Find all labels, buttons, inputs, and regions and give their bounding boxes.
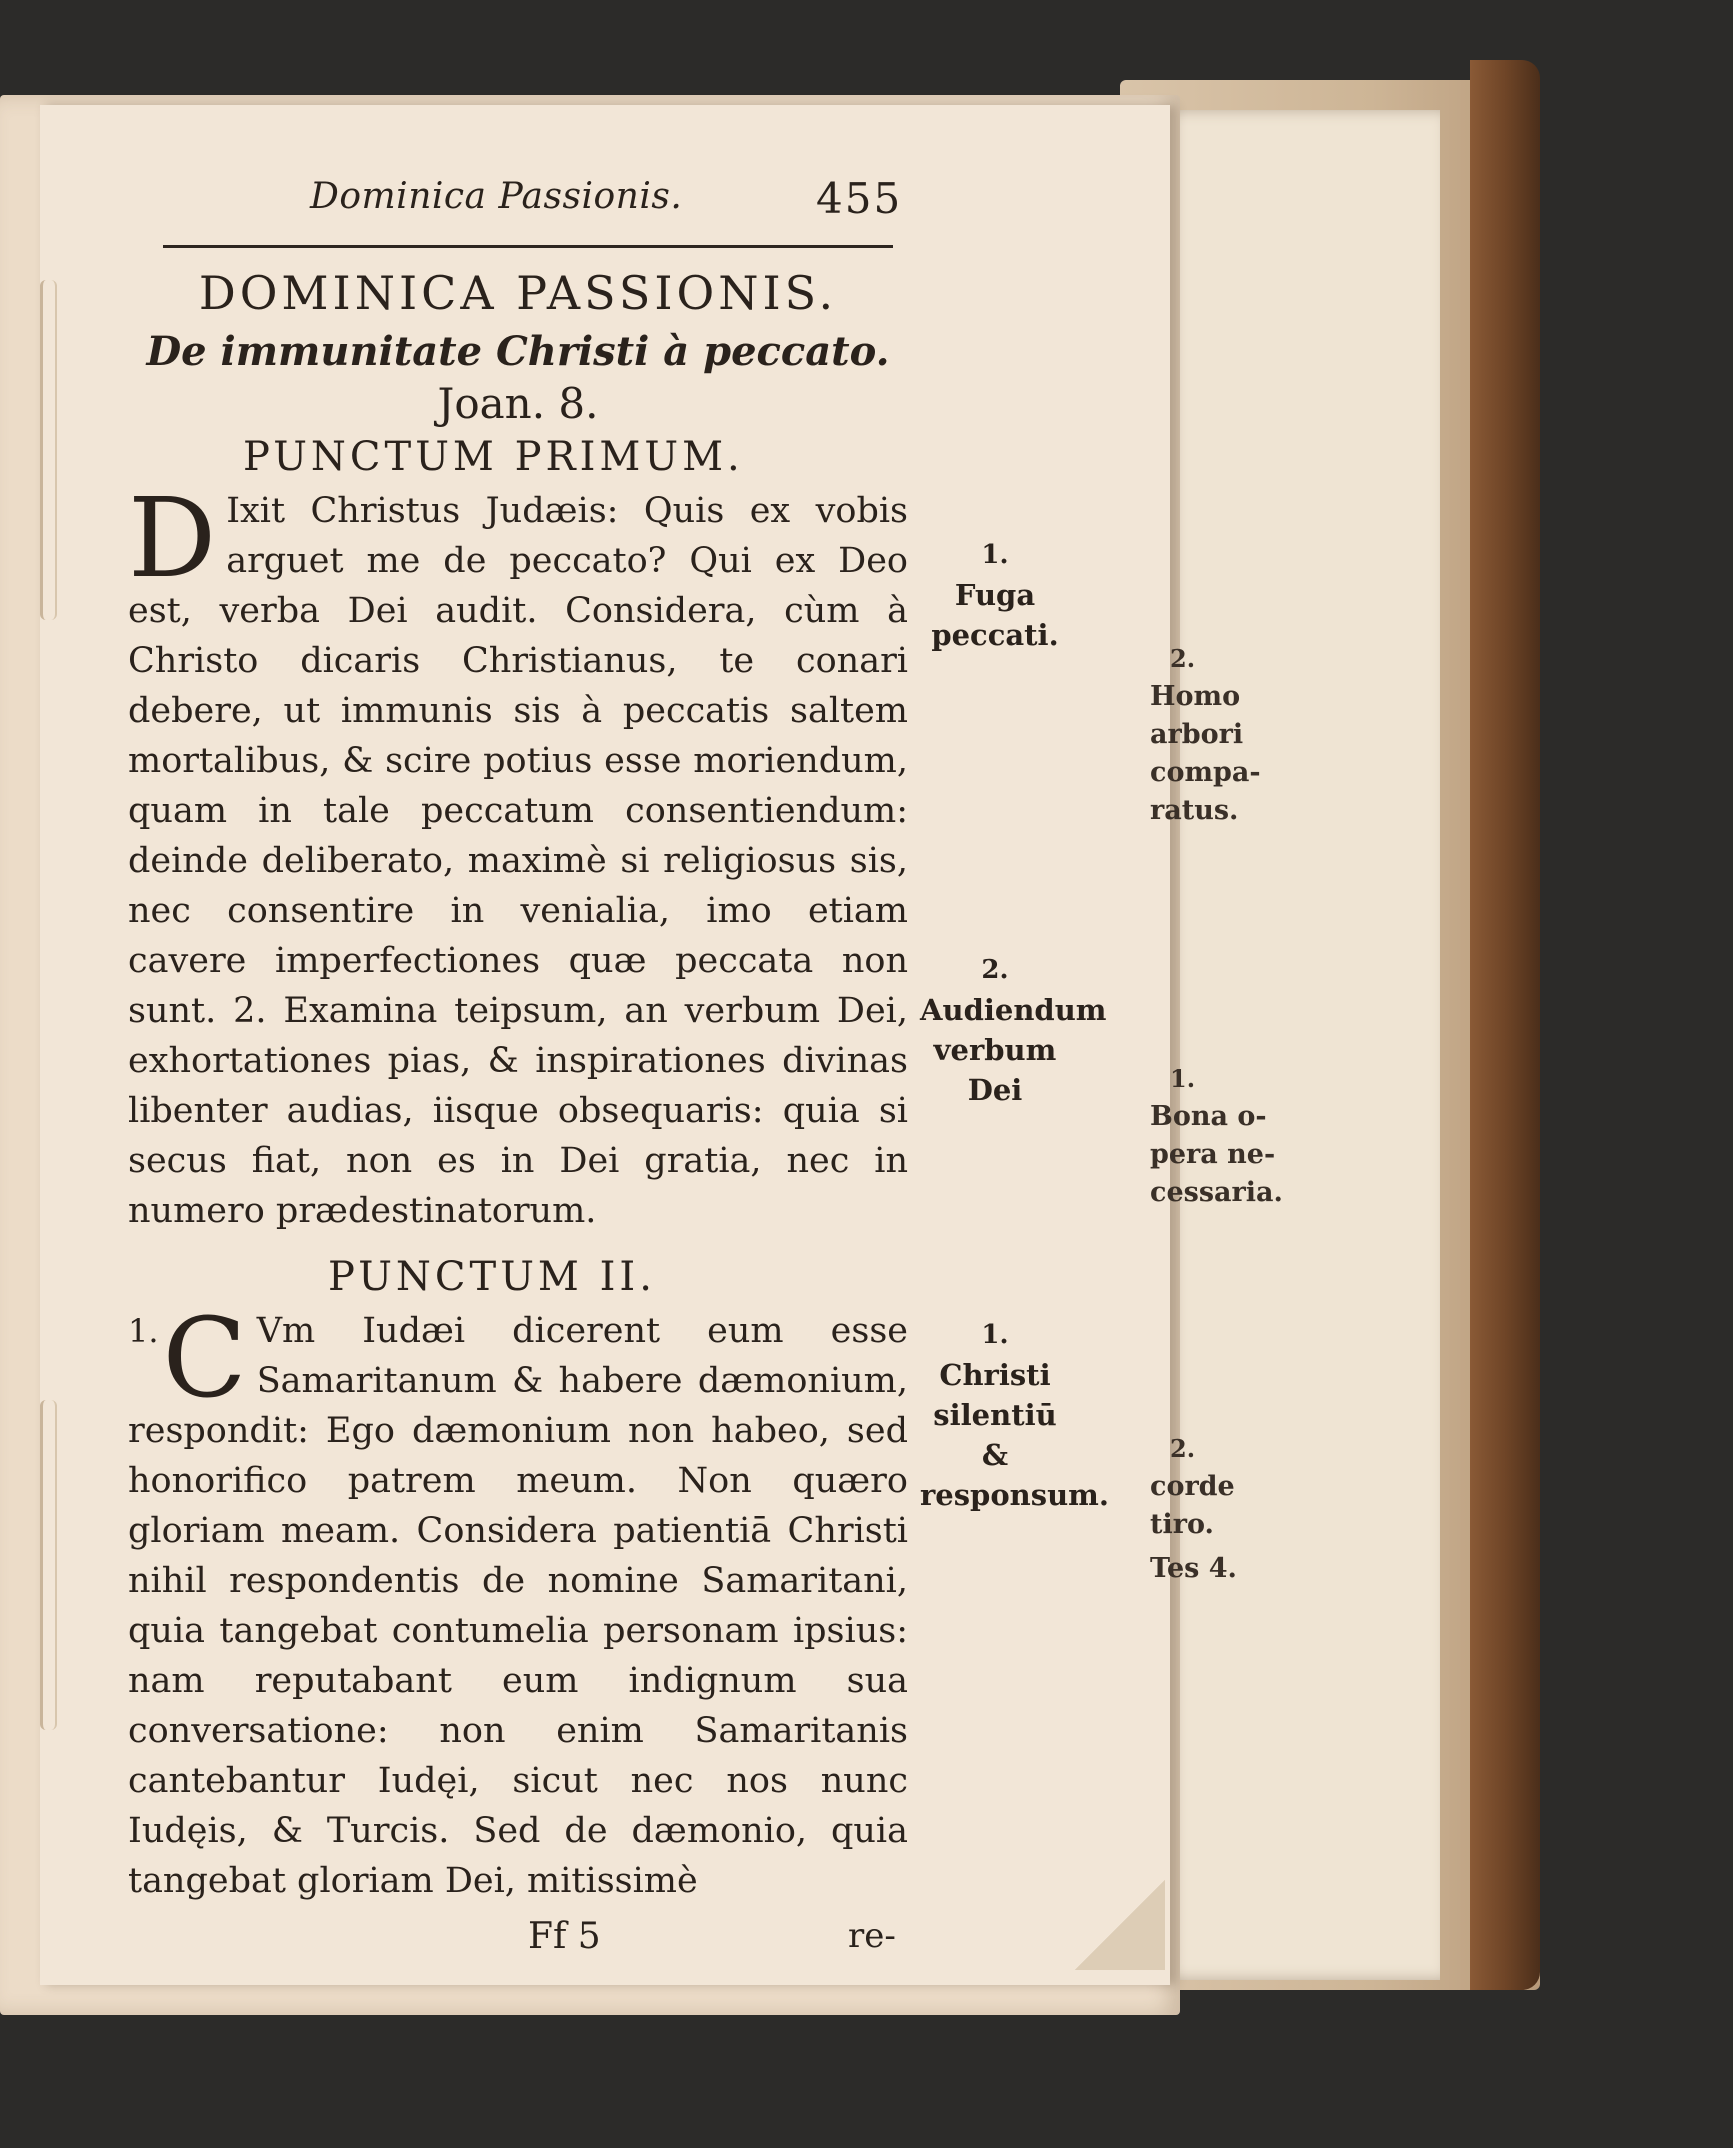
marginal-text: Fuga peccati. [931,578,1059,652]
signature-mark: Ff 5 [528,1916,601,1957]
main-heading: DOMINICA PASSIONIS. [198,266,838,320]
paragraph-2-text: Vm Iudæi dicerent eum esse Samaritanum & habere dæmonium, respondit: Ego dæmonium non habeo, sed honorifico patrem meum. Non quæro gloriam meam. Considera patientiā Christi nihil respondentis de nomine Samaritani, quia tangebat contumelia personam ipsius: nam reputabant eum indignum sua conversatione: non enim Samaritanis cantebantur Iudęi, sicut nec nos nunc Iudęis, & Turcis. Sed de dæmonio, quia tangebat gloriam Dei, mitissimè [128,1311,908,1901]
marginal-text: Audiendum verbum Dei [920,993,1107,1107]
page-corner-fold [1075,1880,1165,1970]
paragraph-number: 1. [128,1312,159,1350]
drop-cap: D [128,474,217,602]
facing-page-note [1150,1060,1283,1212]
facing-note-number: 1. [1170,1064,1196,1093]
running-title: Dominica Passionis. [310,176,683,217]
facing-note-text: Tes 4. [1150,1553,1237,1584]
section-heading-1: PUNCTUM PRIMUM. [243,434,744,480]
marginal-text: Christi silentiū & responsum. [920,1358,1109,1512]
facing-note-text: corde tiro. [1150,1471,1235,1540]
facing-note-number: 2. [1170,1434,1196,1463]
running-head [128,170,908,250]
facing-note-text: Bona o-pera ne-cessaria. [1150,1101,1283,1208]
scripture-citation: Joan. 8. [437,379,599,428]
catchword: re- [848,1916,896,1956]
facing-page-note [1150,640,1280,830]
drop-cap: C [162,1294,247,1422]
marginal-note [920,950,1107,1110]
paragraph-1 [128,474,908,1236]
marginal-number: 1. [981,540,1009,570]
page-text [128,170,908,1976]
binding-stitch [40,1400,57,1730]
header-rule [163,245,893,248]
marginal-note [920,535,1070,655]
facing-page-note [1150,1550,1280,1588]
marginal-note [920,1315,1109,1515]
facing-note-number: 2. [1170,644,1196,673]
facing-note-text: Homo arbori compa-ratus. [1150,681,1261,826]
facing-page-note [1150,1430,1280,1544]
section-heading-2: PUNCTUM II. [328,1254,656,1300]
binding-stitch [40,280,57,620]
facing-page [1140,110,1440,1980]
marginal-number: 1. [981,1320,1009,1350]
page-footer [128,1916,908,1976]
marginal-number: 2. [981,955,1009,985]
paragraph-2 [128,1294,908,1906]
book-spine [1470,60,1540,1990]
page-number: 455 [816,174,903,223]
subtitle: De immunitate Christi à peccato. [146,328,890,375]
paragraph-1-text: Ixit Christus Judæis: Quis ex vobis arguet me de peccato? Qui ex Deo est, verba Dei audit. Considera, cùm à Christo dicaris Christianus, te conari debere, ut immunis sis à peccatis saltem mortalibus, & scire potius esse moriendum, quam in tale peccatum consentiendum: deinde deliberato, maximè si religiosus sis, nec consentire in venialia, imo etiam cavere imperfectiones quæ peccata non sunt. 2. Examina teipsum, an verbum Dei, exhortationes pias, & inspirationes divinas libenter audias, iisque obsequaris: quia si secus fiat, non es in Dei gratia, nec in numero prædestinatorum. [128,491,908,1231]
